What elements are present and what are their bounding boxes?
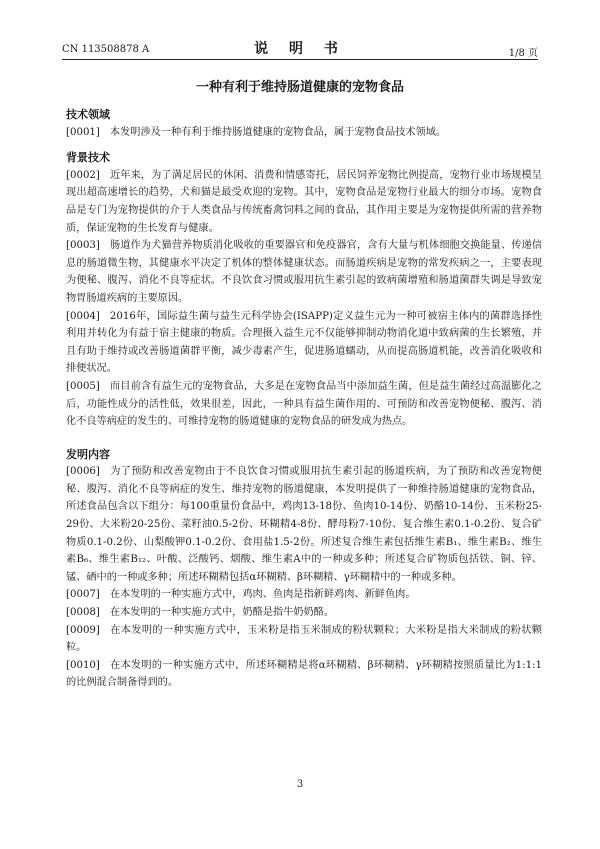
paragraph-number: [0001] [66, 126, 100, 138]
page-number: 3 [296, 779, 304, 790]
paragraph-number: [0007] [66, 589, 100, 601]
header-rule [62, 59, 538, 60]
paragraph-text: 近年来，为了满足居民的休闲、消费和情感寄托，居民饲养宠物比例提高，宠物行业市场规模呈现出超高速增长的趋势，犬和猫是最受欢迎的宠物。其中，宠物食品是宠物行业最大的细分市场。宠物食品是专门为宠物提供的介于人类食品与传统畜禽饲料之间的食品，其作用主要是为宠物提供所需的营养物质，保证宠物的生长发育与健康。 [66, 169, 542, 234]
paragraph-text: 在本发明的一种实施方式中，所述环糊精是将α环糊精、β环糊精、γ环糊精按照质量比为1:1:1的比例混合制备得到的。 [66, 659, 542, 689]
paragraph-number: [0010] [66, 659, 100, 671]
paragraph [66, 378, 542, 431]
page-header [62, 36, 538, 58]
paragraph-text: 在本发明的一种实施方式中，奶酪是指牛奶奶酪。 [109, 607, 335, 619]
paragraph-text: 在本发明的一种实施方式中，玉米粉是指玉米制成的粉状颗粒；大米粉是指大米制成的粉状颗粒。 [66, 624, 542, 654]
paragraph-number: [0005] [66, 380, 100, 392]
section-heading: 背景技术 [66, 151, 110, 165]
document-type-label: 说 明 书 [254, 41, 346, 57]
paragraph [66, 237, 542, 307]
paragraph-text: 肠道作为犬猫营养物质消化吸收的重要器官和免疫器官，含有大量与机体细胞交换能量、传递信息的肠道微生物，其健康水平决定了机体的整体健康状态。而肠道疾病是宠物的常发疾病之一，主要表现为便秘、腹泻、消化不良等症状。不良饮食习惯或服用抗生素引起的致病菌增殖和肠道菌群失调是导致宠物胃肠道疾病的主要原因。 [66, 240, 542, 304]
section-heading: 技术领域 [66, 108, 110, 121]
paragraph-text: 在本发明的一种实施方式中，鸡肉、鱼肉是指新鲜鸡肉、新鲜鱼肉。 [109, 589, 416, 601]
paragraph-number: [0009] [66, 624, 100, 636]
paragraph [66, 622, 542, 657]
paragraph [66, 463, 542, 586]
section-technical-field [66, 106, 542, 141]
section-summary [66, 446, 542, 692]
page-indicator: 1/8 页 [508, 48, 538, 59]
paragraph-number: [0003] [66, 240, 100, 252]
document-title: 一种有利于维持肠道健康的宠物食品 [195, 80, 404, 95]
paragraph [66, 657, 542, 692]
patent-number: CN 113508878 A [62, 44, 150, 55]
paragraph-number: [0002] [66, 169, 100, 181]
paragraph [66, 586, 542, 604]
paragraph-text: 而目前含有益生元的宠物食品，大多是在宠物食品当中添加益生菌，但是益生菌经过高温膨化之后，功能性成分的活性低，效果很差，因此，一种具有益生菌作用的、可预防和改善宠物便秘、腹泻、消化不良等病症的发生的、可维持宠物的肠道健康的宠物食品的研发成为热点。 [66, 380, 542, 428]
section-heading: 发明内容 [66, 447, 110, 461]
section-background [66, 149, 542, 431]
paragraph [66, 167, 542, 237]
paragraph [66, 124, 542, 142]
paragraph [66, 604, 542, 622]
paragraph-text: 本发明涉及一种有利于维持肠道健康的宠物食品，属于宠物食品技术领域。 [109, 126, 447, 138]
paragraph [66, 308, 542, 378]
paragraph-number: [0006] [66, 466, 100, 478]
paragraph-text: 2016年，国际益生菌与益生元科学协会(ISAPP)定义益生元为一种可被宿主体内的菌群选择性利用并转化为有益于宿主健康的物质。合理摄入益生元不仅能够抑制动物消化道中致病菌的生长繁殖，并且有助于维持或改善肠道菌群平衡，减少毒素产生，促进肠道蠕动，从而提高肠道机能，改善消化吸收和排便状况。 [66, 310, 542, 375]
paragraph-text: 为了预防和改善宠物由于不良饮食习惯或服用抗生素引起的肠道疾病，为了预防和改善宠物便秘、腹泻、消化不良等病症的发生、维持宠物的肠道健康，本发明提供了一种维持肠道健康的宠物食品，所述食品包含以下组分：每100重量份食品中，鸡肉13-18份、鱼肉10-14份、奶酪10-14份、玉米粉25-29份、大米粉20-25份、菜籽油0.5-2份、环糊精4-8份、酵母粉7-10份、复合维生素0.1-0.2份、复合矿物质0.1-0.2份、山梨酸钾0.1-0.2份、食用盐1.5-2份。所述复合维生素包括维生素B₁、维生素B₂、维生素B₆、维生素B₁₂、叶酸、泛酸钙、烟酸、维生素A中的一种或多种；所述复合矿物质包括铁、铜、锌、锰、硒中的一种或多种；所述环糊精包括α环糊精、β环糊精、γ环糊精中的一种或多种。 [66, 466, 542, 583]
document-body [66, 106, 542, 692]
paragraph-number: [0004] [66, 310, 100, 322]
paragraph-number: [0008] [66, 607, 100, 619]
